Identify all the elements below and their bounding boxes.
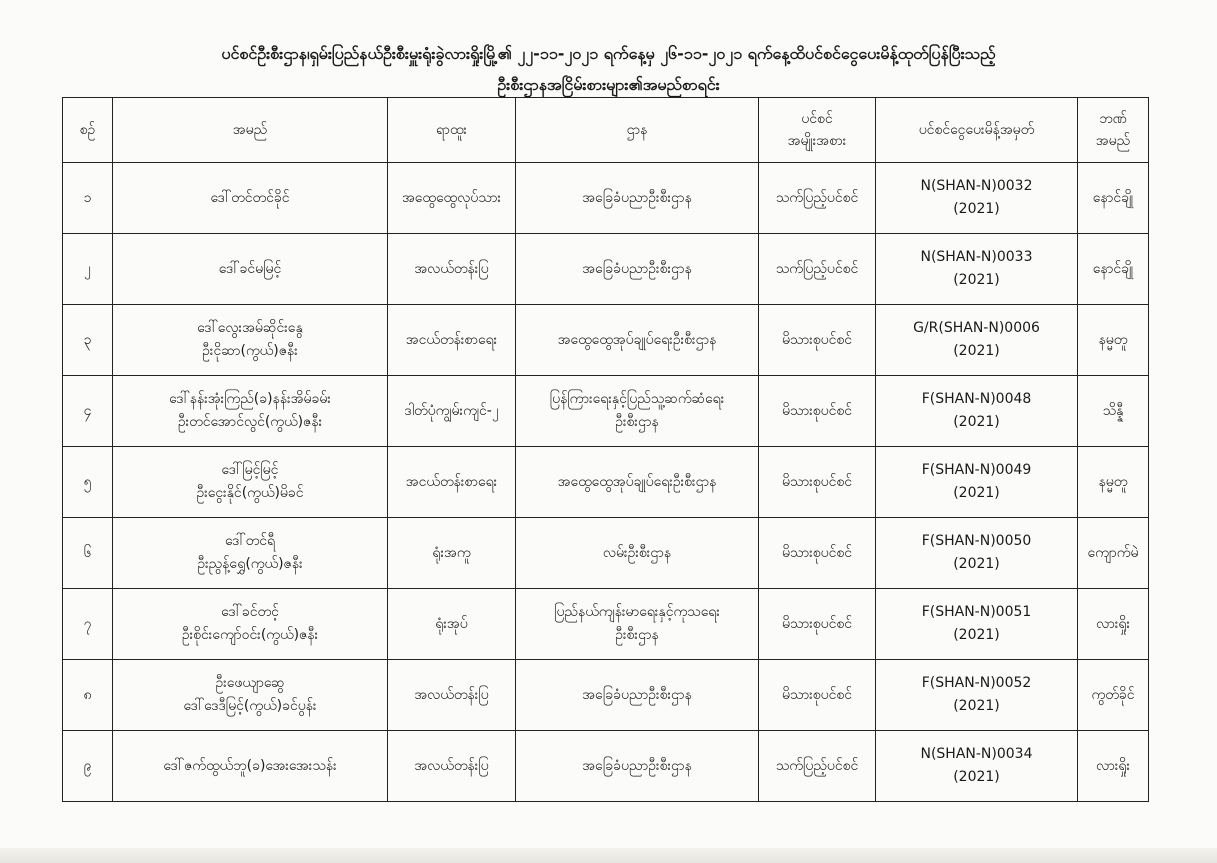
pensioner-name: [113, 234, 388, 305]
rank-cell: ဒါတ်ပုံကျွမ်းကျင်-၂: [388, 376, 516, 447]
table-row: [63, 660, 1149, 731]
header-rank: [388, 98, 516, 163]
department-cell-line: လမ်းဦးစီးဌာန: [602, 544, 672, 561]
row-number: ၃: [63, 305, 113, 376]
treasury-cell: ကွတ်ခိုင်: [1078, 660, 1149, 731]
department-cell-line: အခြေခံပညာဦးစီးဌာန: [582, 757, 692, 774]
pension-type-cell: မိသားစုပင်စင်: [759, 305, 876, 376]
pension-type-cell: သက်ပြည့်ပင်စင်: [759, 234, 876, 305]
row-number: ၈: [63, 660, 113, 731]
treasury-cell: သိန္နီ: [1078, 376, 1149, 447]
department-cell: [516, 660, 759, 731]
table-row: [63, 234, 1149, 305]
rank-cell: အငယ်တန်းစာရေး: [388, 305, 516, 376]
department-cell: [516, 518, 759, 589]
row-number: ၂: [63, 234, 113, 305]
header-no: [63, 98, 113, 163]
department-cell-line: ဦးစီးဌာန: [615, 627, 659, 643]
header-treasury: [1078, 98, 1149, 163]
pensioner-name-line: ဒေါ်မြင့်မြင့်: [221, 462, 279, 478]
header-order-no: [876, 98, 1078, 163]
department-cell: [516, 234, 759, 305]
pension-type-cell: မိသားစုပင်စင်: [759, 518, 876, 589]
pensioner-name-line: ဦးညွန့်ရွှေ(ကွယ်)ဇနီး: [197, 556, 303, 572]
header-label-line: ဘဏ်: [1099, 111, 1127, 127]
pensioner-name: [113, 518, 388, 589]
order-number-cell-line: (2021): [953, 627, 1000, 643]
row-number: ၅: [63, 447, 113, 518]
order-number-cell-line: F(SHAN-N)0051: [921, 604, 1032, 620]
order-number-cell-line: (2021): [953, 485, 1000, 501]
treasury-cell: လားရှိုး: [1078, 731, 1149, 802]
rank-cell: အလယ်တန်းပြ: [388, 234, 516, 305]
department-cell: [516, 731, 759, 802]
rank-cell: အလယ်တန်းပြ: [388, 731, 516, 802]
row-number: ၁: [63, 163, 113, 234]
rank-cell: အထွေထွေလုပ်သား: [388, 163, 516, 234]
department-cell-line: ပြည်နယ်ကျန်းမာရေးနှင့်ကုသရေး: [554, 604, 720, 620]
header-label-line: ဌာန: [626, 122, 648, 138]
department-cell-line: အခြေခံပညာဦးစီးဌာန: [582, 686, 692, 703]
treasury-cell: နမ္မတူ: [1078, 447, 1149, 518]
pensioner-name: [113, 589, 388, 660]
pensioner-name-line: ဦးငိုဆာ(ကွယ်)ဇနီး: [202, 343, 298, 359]
pensioner-name-line: ဦးငွေးနိုင်(ကွယ်)မိခင်: [196, 485, 304, 501]
treasury-cell: ကျောက်မဲ: [1078, 518, 1149, 589]
rank-cell: အငယ်တန်းစာရေး: [388, 447, 516, 518]
order-number-cell-line: F(SHAN-N)0050: [921, 533, 1032, 549]
table-row: [63, 518, 1149, 589]
row-number: ၇: [63, 589, 113, 660]
row-number: ၉: [63, 731, 113, 802]
department-cell: [516, 163, 759, 234]
document-title: [0, 38, 1217, 100]
department-cell-line: အထွေထွေအုပ်ချုပ်ရေးဦးစီးဌာန: [557, 331, 717, 348]
row-number: ၄: [63, 376, 113, 447]
table-row: [63, 447, 1149, 518]
treasury-cell: နောင်ချို: [1078, 234, 1149, 305]
order-number-cell: [876, 376, 1078, 447]
pensioner-name: [113, 447, 388, 518]
pensioner-name: [113, 163, 388, 234]
order-number-cell: [876, 660, 1078, 731]
pensioner-name-line: ဒေါ်တင်ရီ: [224, 533, 276, 549]
department-cell: [516, 447, 759, 518]
pensioner-name: [113, 305, 388, 376]
order-number-cell-line: (2021): [953, 769, 1000, 785]
department-cell-line: ဦးစီးဌာန: [615, 414, 659, 430]
order-number-cell-line: F(SHAN-N)0049: [921, 462, 1032, 478]
pension-type-cell: မိသားစုပင်စင်: [759, 376, 876, 447]
pension-type-cell: သက်ပြည့်ပင်စင်: [759, 731, 876, 802]
order-number-cell-line: G/R(SHAN-N)0006: [913, 320, 1040, 336]
order-number-cell-line: (2021): [953, 556, 1000, 572]
rank-cell: ရုံးအကူ: [388, 518, 516, 589]
order-number-cell-line: F(SHAN-N)0052: [921, 675, 1032, 691]
pensioner-table: [62, 97, 1149, 802]
header-label-line: ပင်စင်: [801, 111, 833, 127]
department-cell-line: အထွေထွေအုပ်ချုပ်ရေးဦးစီးဌာန: [557, 473, 717, 490]
order-number-cell-line: N(SHAN-N)0034: [920, 746, 1033, 762]
rank-cell: အလယ်တန်းပြ: [388, 660, 516, 731]
header-label-line: အမည်: [1095, 133, 1131, 149]
table-row: [63, 163, 1149, 234]
pensioner-name-line: ဒေါ်ခင်မမြင့်: [218, 260, 282, 277]
header-label-line: အမျိုးအစား: [787, 133, 847, 149]
pensioner-name: [113, 731, 388, 802]
department-cell-line: အခြေခံပညာဦးစီးဌာန: [582, 189, 692, 206]
header-department: [516, 98, 759, 163]
order-number-cell-line: (2021): [953, 414, 1000, 430]
treasury-cell: နောင်ချို: [1078, 163, 1149, 234]
pensioner-name: [113, 660, 388, 731]
pensioner-name-line: ဒေါ်ဒေဒီမြင့်(ကွယ်)ခင်ပွန်း: [183, 698, 317, 714]
department-cell-line: ပြန်ကြားရေးနှင့်ပြည်သူ့ဆက်ဆံရေး: [549, 391, 725, 407]
header-label-line: အမည်: [232, 122, 268, 138]
pension-type-cell: မိသားစုပင်စင်: [759, 447, 876, 518]
table-row: [63, 731, 1149, 802]
order-number-cell-line: (2021): [953, 201, 1000, 217]
order-number-cell: [876, 234, 1078, 305]
table-row: [63, 376, 1149, 447]
order-number-cell-line: F(SHAN-N)0048: [921, 391, 1032, 407]
pensioner-name-line: ဦးဖေယျာဆွေ: [215, 675, 285, 691]
title-line-2: ဦးစီးဌာနအငြိမ်းစားများ၏အမည်စာရင်း: [497, 75, 720, 94]
header-pension-type: [759, 98, 876, 163]
table-row: [63, 589, 1149, 660]
header-name: [113, 98, 388, 163]
table-row: [63, 305, 1149, 376]
pensioner-name-line: ဒေါ်တင်တင်ခိုင်: [210, 189, 290, 206]
table-body: [63, 163, 1149, 802]
order-number-cell: [876, 447, 1078, 518]
pension-type-cell: မိသားစုပင်စင်: [759, 589, 876, 660]
rank-cell: ရုံးအုပ်: [388, 589, 516, 660]
pensioner-name-line: ဦးတင်အောင်လွင်(ကွယ်)ဇနီး: [177, 414, 323, 430]
header-label-line: စဉ်: [79, 122, 96, 138]
department-cell-line: အခြေခံပညာဦးစီးဌာန: [582, 260, 692, 277]
header-label-line: ပင်စင်ငွေပေးမိန့်အမှတ်: [918, 122, 1035, 138]
order-number-cell-line: N(SHAN-N)0032: [920, 178, 1033, 194]
table-header-row: [63, 98, 1149, 163]
pensioner-name: [113, 376, 388, 447]
pensioner-name-line: ဒေါ်ခင်တင့်: [221, 604, 279, 620]
department-cell: [516, 589, 759, 660]
department-cell: [516, 376, 759, 447]
order-number-cell-line: (2021): [953, 343, 1000, 359]
order-number-cell: [876, 305, 1078, 376]
header-label-line: ရာထူး: [436, 122, 467, 138]
pensioner-name-line: ဦးစိုင်းကျော်ဝင်း(ကွယ်)ဇနီး: [181, 627, 319, 643]
row-number: ၆: [63, 518, 113, 589]
pensioner-name-line: ဒေါ်နန်းအုံးကြည်(ခ)နန်းအိမ်ခမ်း: [169, 391, 331, 407]
order-number-cell: [876, 518, 1078, 589]
pension-type-cell: မိသားစုပင်စင်: [759, 660, 876, 731]
order-number-cell-line: (2021): [953, 698, 1000, 714]
order-number-cell: [876, 731, 1078, 802]
order-number-cell: [876, 163, 1078, 234]
order-number-cell-line: N(SHAN-N)0033: [920, 249, 1033, 265]
page-bottom-edge: [0, 848, 1217, 863]
order-number-cell: [876, 589, 1078, 660]
title-line-1: ပင်စင်ဦးစီးဌာန၊ရှမ်းပြည်နယ်ဦးစီးမှူးရုံးခွဲလားရှိုးမြို့၏ ၂၂-၁၁-၂၀၂၁ ရက်နေ့မှ ၂၆-၁၁-၂၀၂၁ ရက်နေ့ထိပင်စင်ငွေပေးမိန့်ထုတ်ပြန်ပြီးသည့်: [221, 44, 996, 63]
order-number-cell-line: (2021): [953, 272, 1000, 288]
pensioner-name-line: ဒေါ်ဇက်ထွယ်ဘူ(ခ)အေးအေးသန်း: [163, 757, 337, 774]
treasury-cell: လားရှိုး: [1078, 589, 1149, 660]
department-cell: [516, 305, 759, 376]
treasury-cell: နမ္မတူ: [1078, 305, 1149, 376]
pension-type-cell: သက်ပြည့်ပင်စင်: [759, 163, 876, 234]
pensioner-name-line: ဒေါ်လွေးအမ်ဆိုင်းနွေ: [197, 320, 303, 336]
